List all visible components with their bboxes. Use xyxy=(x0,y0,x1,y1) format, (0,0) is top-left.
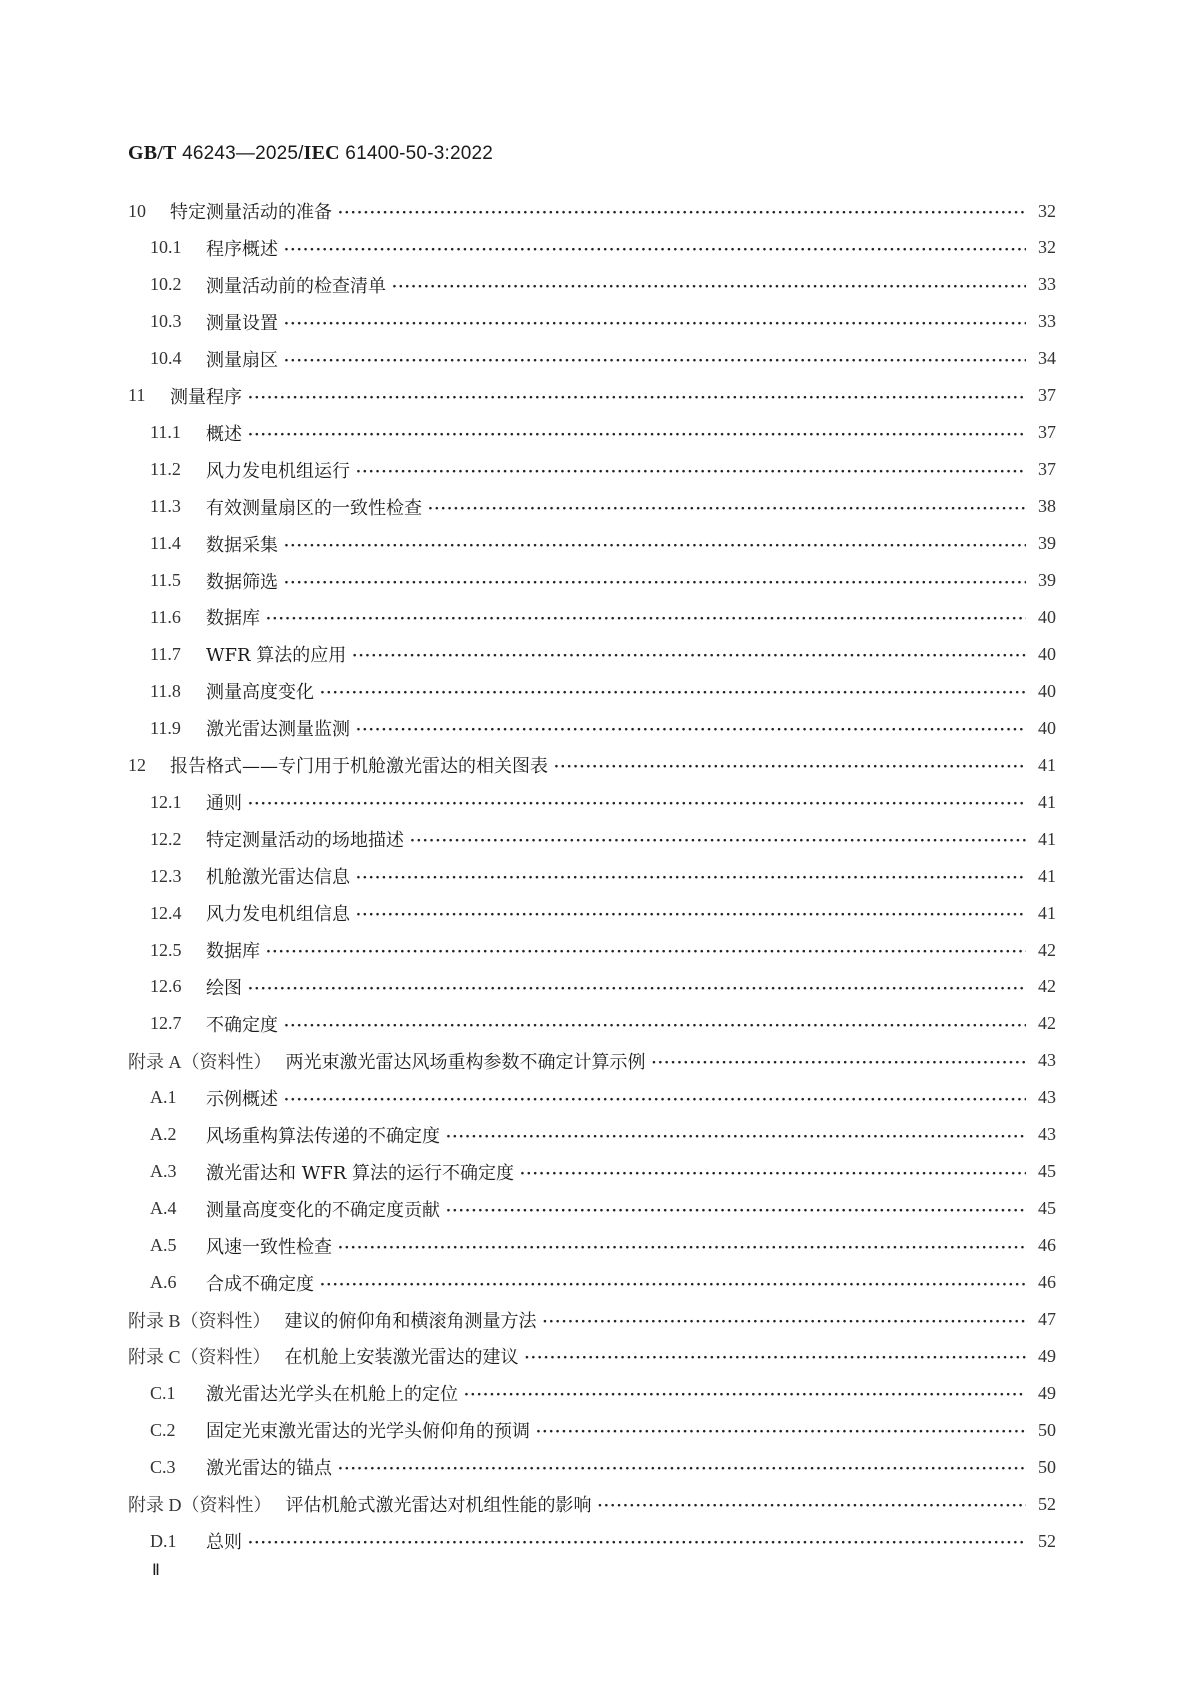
toc-entry-title: 绘图 xyxy=(206,977,242,999)
toc-entry[interactable] xyxy=(150,1452,1056,1482)
toc-entry-page: 33 xyxy=(1038,311,1056,332)
toc-entry-page: 41 xyxy=(1038,902,1056,923)
toc-entry-number: 12.1 xyxy=(150,791,182,812)
toc-entry[interactable] xyxy=(128,196,1056,226)
toc-entry-title: WFR 算法的应用 xyxy=(206,645,347,667)
document-header xyxy=(128,142,493,165)
toc-entry-page: 49 xyxy=(1038,1382,1056,1403)
dot-leader xyxy=(284,571,1026,589)
toc-entry-number: D.1 xyxy=(150,1530,177,1551)
toc-entry-number: 附录 C（资料性） xyxy=(128,1347,271,1368)
toc-entry[interactable] xyxy=(128,1341,1056,1371)
dot-leader xyxy=(248,386,1026,404)
toc-entry[interactable] xyxy=(150,566,1056,596)
toc-entry[interactable] xyxy=(150,1526,1056,1556)
dot-leader xyxy=(520,1162,1026,1180)
toc-entry[interactable] xyxy=(150,602,1056,632)
toc-entry[interactable] xyxy=(150,824,1056,854)
toc-entry-number: 12.4 xyxy=(150,902,182,923)
iec-number: 61400-50-3:2022 xyxy=(339,143,494,164)
dot-leader xyxy=(428,497,1026,515)
toc-entry[interactable] xyxy=(150,455,1056,485)
dot-leader xyxy=(248,977,1026,995)
toc-entry-title: 机舱激光雷达信息 xyxy=(206,867,350,889)
toc-entry-number: 12.2 xyxy=(150,828,182,849)
toc-entry-page: 32 xyxy=(1038,237,1056,258)
toc-entry[interactable] xyxy=(150,1157,1056,1187)
dot-leader xyxy=(284,534,1026,552)
toc-entry-title: 通则 xyxy=(206,793,242,815)
toc-entry[interactable] xyxy=(150,492,1056,522)
toc-entry-title: 有效测量扇区的一致性检查 xyxy=(206,497,422,519)
toc-entry-page: 52 xyxy=(1038,1493,1056,1514)
dot-leader xyxy=(284,1014,1026,1032)
toc-entry[interactable] xyxy=(150,639,1056,669)
dot-leader xyxy=(356,718,1026,736)
toc-entry[interactable] xyxy=(150,676,1056,706)
toc-entry-number: 10.2 xyxy=(150,274,182,295)
dot-leader xyxy=(652,1051,1027,1069)
dot-leader xyxy=(284,1088,1026,1106)
toc-entry[interactable] xyxy=(150,1009,1056,1039)
toc-entry-title: 数据筛选 xyxy=(206,571,278,593)
dot-leader xyxy=(356,460,1026,478)
toc-entry-number: A.3 xyxy=(150,1161,177,1182)
toc-entry-number: 11.9 xyxy=(150,717,181,738)
toc-entry-number: 11.3 xyxy=(150,496,181,517)
toc-entry-page: 43 xyxy=(1038,1087,1056,1108)
toc-entry-number: 10.4 xyxy=(150,348,182,369)
toc-entry-page: 41 xyxy=(1038,754,1056,775)
dot-leader xyxy=(266,940,1026,958)
toc-entry-number: 10.1 xyxy=(150,237,182,258)
toc-entry-title: 程序概述 xyxy=(206,238,278,260)
dot-leader xyxy=(284,349,1026,367)
dot-leader xyxy=(352,644,1026,662)
toc-entry-page: 40 xyxy=(1038,606,1056,627)
toc-entry-number: 12.5 xyxy=(150,939,182,960)
toc-entry-page: 50 xyxy=(1038,1419,1056,1440)
toc-entry[interactable] xyxy=(150,1120,1056,1150)
toc-entry-number: 12.6 xyxy=(150,976,182,997)
toc-entry[interactable] xyxy=(128,1305,1056,1335)
toc-entry-page: 33 xyxy=(1038,274,1056,295)
dot-leader xyxy=(284,312,1026,330)
dot-leader xyxy=(598,1494,1027,1512)
toc-entry-page: 37 xyxy=(1038,385,1056,406)
toc-entry-number: 12 xyxy=(128,754,146,775)
dot-leader xyxy=(248,423,1026,441)
toc-entry[interactable] xyxy=(150,233,1056,263)
dot-leader xyxy=(446,1125,1026,1143)
toc-entry-number: 10 xyxy=(128,200,146,221)
toc-entry-number: 11.2 xyxy=(150,459,181,480)
toc-entry-page: 46 xyxy=(1038,1272,1056,1293)
toc-entry-page: 42 xyxy=(1038,939,1056,960)
toc-entry-page: 41 xyxy=(1038,791,1056,812)
toc-entry-title: 激光雷达光学头在机舱上的定位 xyxy=(206,1384,458,1406)
toc-entry[interactable] xyxy=(128,381,1056,411)
toc-entry[interactable] xyxy=(150,1194,1056,1224)
toc-entry-page: 37 xyxy=(1038,459,1056,480)
toc-entry-page: 40 xyxy=(1038,680,1056,701)
toc-entry-title: 建议的俯仰角和横滚角测量方法 xyxy=(284,1310,537,1332)
toc-entry-page: 41 xyxy=(1038,865,1056,886)
toc-entry[interactable] xyxy=(150,1231,1056,1261)
toc-entry-page: 43 xyxy=(1038,1050,1056,1071)
toc-entry-number: A.1 xyxy=(150,1087,177,1108)
dot-leader xyxy=(338,1236,1026,1254)
toc-entry-title: 测量活动前的检查清单 xyxy=(206,275,386,297)
toc-entry-number: 11.6 xyxy=(150,606,181,627)
toc-entry[interactable] xyxy=(150,935,1056,965)
toc-entry[interactable] xyxy=(128,1489,1056,1519)
toc-entry[interactable] xyxy=(150,1268,1056,1298)
toc-entry-page: 34 xyxy=(1038,348,1056,369)
toc-entry-title: 在机舱上安装激光雷达的建议 xyxy=(284,1347,519,1369)
dot-leader xyxy=(248,792,1026,810)
toc-entry-page: 50 xyxy=(1038,1456,1056,1477)
toc-entry-number: 11.7 xyxy=(150,643,181,664)
toc-entry-page: 49 xyxy=(1038,1345,1056,1366)
toc-entry-page: 52 xyxy=(1038,1530,1056,1551)
toc-entry-number: 12.7 xyxy=(150,1013,182,1034)
toc-entry-number: A.6 xyxy=(150,1272,177,1293)
dot-leader xyxy=(338,201,1026,219)
toc-entry-page: 39 xyxy=(1038,570,1056,590)
toc-entry-number: 11.4 xyxy=(150,533,181,554)
toc-entry-page: 46 xyxy=(1038,1235,1056,1256)
toc-entry-title: 风力发电机组信息 xyxy=(206,904,350,926)
toc-entry[interactable] xyxy=(150,307,1056,337)
dot-leader xyxy=(536,1420,1026,1438)
dot-leader xyxy=(248,1531,1026,1549)
toc-entry-number: C.1 xyxy=(150,1382,176,1403)
dot-leader xyxy=(338,1457,1026,1475)
toc-entry[interactable] xyxy=(150,1378,1056,1408)
toc-entry-number: A.5 xyxy=(150,1235,177,1256)
toc-entry[interactable] xyxy=(150,418,1056,448)
dot-leader xyxy=(392,275,1026,293)
toc-entry-title: 风场重构算法传递的不确定度 xyxy=(206,1125,440,1147)
toc-entry-title: 测量程序 xyxy=(170,386,242,408)
toc-entry-title: 激光雷达和 WFR 算法的运行不确定度 xyxy=(206,1162,514,1184)
toc-entry-number: 11.8 xyxy=(150,680,181,701)
toc-entry[interactable] xyxy=(150,1415,1056,1445)
dot-leader xyxy=(266,607,1026,625)
dot-leader xyxy=(320,1273,1026,1291)
toc-entry[interactable] xyxy=(150,344,1056,374)
standard-prefix: GB/T xyxy=(128,142,177,164)
toc-entry-number: 11.1 xyxy=(150,422,181,443)
toc-entry-title: 特定测量活动的准备 xyxy=(170,202,332,223)
toc-entry-title: 激光雷达测量监测 xyxy=(206,719,350,741)
toc-entry[interactable] xyxy=(128,750,1056,780)
toc-entry-page: 42 xyxy=(1038,1013,1056,1034)
toc-entry-number: 10.3 xyxy=(150,311,182,332)
toc-entry-page: 40 xyxy=(1038,643,1056,664)
toc-entry-title: 总则 xyxy=(206,1532,242,1554)
toc-entry-title: 测量设置 xyxy=(206,312,278,334)
toc-entry-number: 12.3 xyxy=(150,865,182,886)
toc-entry[interactable] xyxy=(128,1046,1056,1076)
dot-leader xyxy=(543,1310,1026,1328)
toc-entry[interactable] xyxy=(150,1083,1056,1113)
toc-entry[interactable] xyxy=(150,898,1056,928)
toc-entry-title: 合成不确定度 xyxy=(206,1273,314,1295)
toc-entry-title: 数据采集 xyxy=(206,534,278,556)
toc-entry-title: 测量扇区 xyxy=(206,349,278,371)
toc-entry[interactable] xyxy=(150,270,1056,300)
dot-leader xyxy=(446,1199,1026,1217)
toc-entry-page: 41 xyxy=(1038,828,1056,849)
toc-entry-number: 附录 D（资料性） xyxy=(128,1495,272,1516)
toc-entry-page: 47 xyxy=(1038,1309,1056,1329)
toc-entry[interactable] xyxy=(150,713,1056,743)
toc-entry-number: 附录 A（资料性） xyxy=(128,1051,272,1072)
toc-entry-title: 评估机舱式激光雷达对机组性能的影响 xyxy=(285,1495,592,1517)
toc-entry-page: 40 xyxy=(1038,717,1056,738)
toc-entry-page: 37 xyxy=(1038,422,1056,443)
toc-entry-title: 数据库 xyxy=(206,608,260,630)
toc-entry-page: 45 xyxy=(1038,1198,1056,1219)
toc-entry-number: A.2 xyxy=(150,1124,177,1145)
dot-leader xyxy=(525,1346,1026,1364)
toc-entry-number: 11.5 xyxy=(150,570,181,590)
page-number: Ⅱ xyxy=(152,1562,160,1579)
toc-entry[interactable] xyxy=(150,861,1056,891)
toc-entry-number: 附录 B（资料性） xyxy=(128,1310,271,1331)
toc-entry-number: 11 xyxy=(128,385,146,406)
toc-entry-title: 数据库 xyxy=(206,941,260,962)
toc-entry-title: 概述 xyxy=(206,423,242,445)
dot-leader xyxy=(464,1383,1026,1401)
toc-entry-title: 风速一致性检查 xyxy=(206,1236,332,1258)
toc-entry[interactable] xyxy=(150,529,1056,559)
toc-entry-title: 测量高度变化的不确定度贡献 xyxy=(206,1199,440,1221)
toc-entry-page: 43 xyxy=(1038,1124,1056,1145)
dot-leader xyxy=(284,238,1026,256)
toc-entry-title: 激光雷达的锚点 xyxy=(206,1458,332,1480)
toc-entry-title: 风力发电机组运行 xyxy=(206,460,350,482)
standard-number: 46243—2025/ xyxy=(176,143,304,164)
dot-leader xyxy=(356,903,1026,921)
toc-entry-title: 固定光束激光雷达的光学头俯仰角的预调 xyxy=(206,1421,530,1443)
toc-entry[interactable] xyxy=(150,972,1056,1002)
toc-entry-page: 42 xyxy=(1038,976,1056,997)
iec-prefix: IEC xyxy=(303,142,340,164)
toc-entry-page: 32 xyxy=(1038,200,1056,221)
dot-leader xyxy=(554,755,1026,773)
toc-entry-number: C.2 xyxy=(150,1419,176,1440)
dot-leader xyxy=(410,829,1026,847)
toc-entry-title: 两光束激光雷达风场重构参数不确定计算示例 xyxy=(285,1051,646,1073)
toc-entry-page: 39 xyxy=(1038,533,1056,554)
dot-leader xyxy=(320,681,1026,699)
toc-entry-title: 报告格式——专门用于机舱激光雷达的相关图表 xyxy=(170,756,548,778)
toc-entry-number: C.3 xyxy=(150,1456,176,1477)
toc-entry-title: 特定测量活动的场地描述 xyxy=(206,830,404,852)
toc-entry[interactable] xyxy=(150,787,1056,817)
dot-leader xyxy=(356,866,1026,884)
toc-entry-title: 测量高度变化 xyxy=(206,682,314,704)
toc-entry-number: A.4 xyxy=(150,1198,177,1219)
toc-entry-page: 38 xyxy=(1038,496,1056,517)
toc-entry-title: 不确定度 xyxy=(206,1014,278,1036)
toc-entry-page: 45 xyxy=(1038,1161,1056,1182)
toc-entry-title: 示例概述 xyxy=(206,1088,278,1110)
